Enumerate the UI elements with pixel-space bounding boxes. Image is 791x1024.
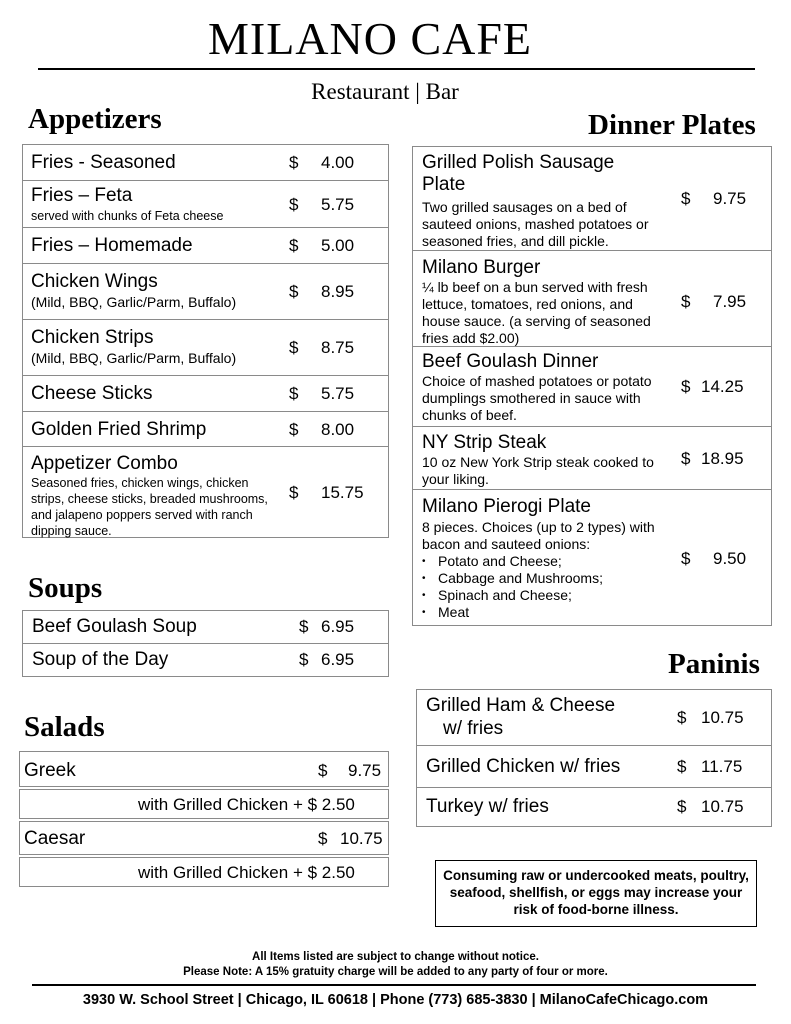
item-name: Cheese Sticks [31,383,153,404]
list-item [413,251,771,347]
list-item [19,857,389,887]
option-item: • Potato and Cheese; [416,553,603,570]
item-description: Choice of mashed potatoes or potato dumplings smothered in sauce with chunks of beef. [422,373,652,423]
list-item [417,788,771,826]
option-list [416,553,603,621]
item-price [318,829,383,849]
item-price [299,650,354,670]
currency: $ [289,420,299,439]
currency: $ [681,189,691,208]
list-item [23,264,388,320]
list-item [19,751,389,787]
currency: $ [289,153,299,172]
currency: $ [681,549,691,568]
item-name: Grilled Polish Sausage Plate [422,152,615,195]
currency: $ [318,829,328,848]
footer-note: All Items listed are subject to change without notice. [252,951,539,963]
item-name: Greek [24,760,76,781]
item-price [289,282,354,302]
item-name: Appetizer Combo [31,453,178,474]
currency: $ [289,282,299,301]
item-price [681,549,746,569]
item-name: Fries – Homemade [31,235,193,256]
currency: $ [289,236,299,255]
item-price [289,338,354,358]
price-value: 10.75 [701,797,744,816]
item-price [289,384,354,404]
appetizers-table [22,144,389,538]
header-rule [38,68,755,70]
price-value: 8.95 [321,282,355,301]
currency: $ [677,708,687,727]
currency: $ [681,449,691,468]
item-price [681,449,744,469]
item-description: 8 pieces. Choices (up to 2 types) with bacon and sauteed onions: [422,519,655,552]
dinner-plates-heading: Dinner Plates [588,109,756,141]
list-item [23,447,388,537]
paninis-table [416,689,772,827]
item-price [681,189,746,209]
item-name: Beef Goulash Soup [32,616,197,637]
list-item [19,789,389,819]
list-item [413,490,771,625]
item-name: Milano Burger [422,257,541,278]
list-item [417,746,771,788]
currency: $ [289,195,299,214]
footer-address: 3930 W. School Street | Chicago, IL 60618 | Phone (773) 685-3830 | MilanoCafeChicago.com [82,992,709,1008]
list-item [23,611,388,644]
item-description: (Mild, BBQ, Garlic/Parm, Buffalo) [31,294,237,310]
price-value: 15.75 [321,483,364,502]
paninis-heading: Paninis [668,648,760,680]
list-item [23,181,388,228]
price-value: 10.75 [340,829,383,848]
list-item [23,412,388,447]
page-title: MILANO CAFE [207,13,533,64]
list-item [19,821,389,855]
appetizers-heading: Appetizers [28,103,162,135]
item-name: Grilled Ham & Cheese [426,695,616,716]
gratuity-note: Please Note: A 15% gratuity charge will be added to any party of four or more. [183,966,608,978]
addon-text: with Grilled Chicken + $ 2.50 [138,795,355,814]
price-value: 5.75 [321,195,355,214]
list-item [413,347,771,427]
price-value: 5.00 [321,236,355,255]
item-price [289,420,354,440]
item-description: (Mild, BBQ, Garlic/Parm, Buffalo) [31,350,237,366]
item-name: Milano Pierogi Plate [422,496,591,517]
currency: $ [289,384,299,403]
price-value: 18.95 [701,449,744,468]
list-item [417,690,771,746]
item-name: Beef Goulash Dinner [422,351,599,372]
price-value: 6.95 [321,617,355,636]
list-item [23,376,388,412]
currency: $ [299,617,309,636]
item-name: Golden Fried Shrimp [31,419,207,440]
list-item [413,147,771,251]
price-value: 7.95 [713,292,747,311]
price-value: 11.75 [701,757,743,776]
price-value: 5.75 [321,384,355,403]
price-value: 6.95 [321,650,355,669]
page-subtitle: Restaurant | Bar [311,79,459,104]
price-value: 8.00 [321,420,355,439]
list-item [413,427,771,490]
item-price [677,708,744,728]
list-item [23,145,388,181]
price-value: 4.00 [321,153,355,172]
item-price [289,195,354,215]
price-value: 14.25 [701,377,744,396]
item-price [289,153,354,173]
health-notice: Consuming raw or undercooked meats, poultry, seafood, shellfish, or eggs may increase your risk of food-borne illness. [435,860,757,927]
item-description: ¼ lb beef on a bun served with fresh lettuce, tomatoes, red onions, and house sauce. (a serving of seasoned fries add $2.00) [422,279,651,346]
footer-rule [32,984,756,986]
list-item [23,320,388,376]
item-name-line2: w/ fries [443,718,504,739]
currency: $ [318,761,328,780]
item-price [289,483,364,503]
currency: $ [677,757,687,776]
item-name: Fries - Seasoned [31,152,176,173]
option-item: • Cabbage and Mushrooms; [416,570,603,587]
item-name: Grilled Chicken w/ fries [426,756,621,777]
item-name: Caesar [24,828,86,849]
currency: $ [299,650,309,669]
soups-table [22,610,389,677]
item-price [681,377,744,397]
item-description: Two grilled sausages on a bed of sauteed onions, mashed potatoes or seasoned fries, and dill pickle. [422,199,649,249]
item-name: Soup of the Day [32,649,169,670]
currency: $ [289,338,299,357]
currency: $ [289,483,299,502]
item-price [681,292,746,312]
item-name: Turkey w/ fries [426,796,549,817]
currency: $ [677,797,687,816]
item-name: Chicken Strips [31,327,154,348]
dinner-plates-table [412,146,772,626]
list-item [23,644,388,676]
option-item: • Meat [416,604,603,621]
item-price [289,236,354,256]
item-name: NY Strip Steak [422,432,547,453]
price-value: 9.75 [713,189,747,208]
item-price [677,797,744,817]
addon-text: with Grilled Chicken + $ 2.50 [138,863,355,882]
list-item [23,228,388,264]
option-item: • Spinach and Cheese; [416,587,603,604]
item-description: Seasoned fries, chicken wings, chicken strips, cheese sticks, breaded mushrooms, and jalapeno poppers served with ranch dipping sauce. [31,476,268,538]
price-value: 9.75 [348,761,382,780]
price-value: 10.75 [701,708,744,727]
item-name: Fries – Feta [31,185,133,206]
currency: $ [681,292,691,311]
item-price [299,617,354,637]
price-value: 8.75 [321,338,355,357]
price-value: 9.50 [713,549,747,568]
item-price [677,757,742,777]
salads-heading: Salads [24,711,105,743]
item-description: 10 oz New York Strip steak cooked to your liking. [422,454,654,487]
soups-heading: Soups [28,572,103,604]
currency: $ [681,377,691,396]
item-name: Chicken Wings [31,271,158,292]
item-description: served with chunks of Feta cheese [31,209,224,223]
item-price [318,761,381,781]
